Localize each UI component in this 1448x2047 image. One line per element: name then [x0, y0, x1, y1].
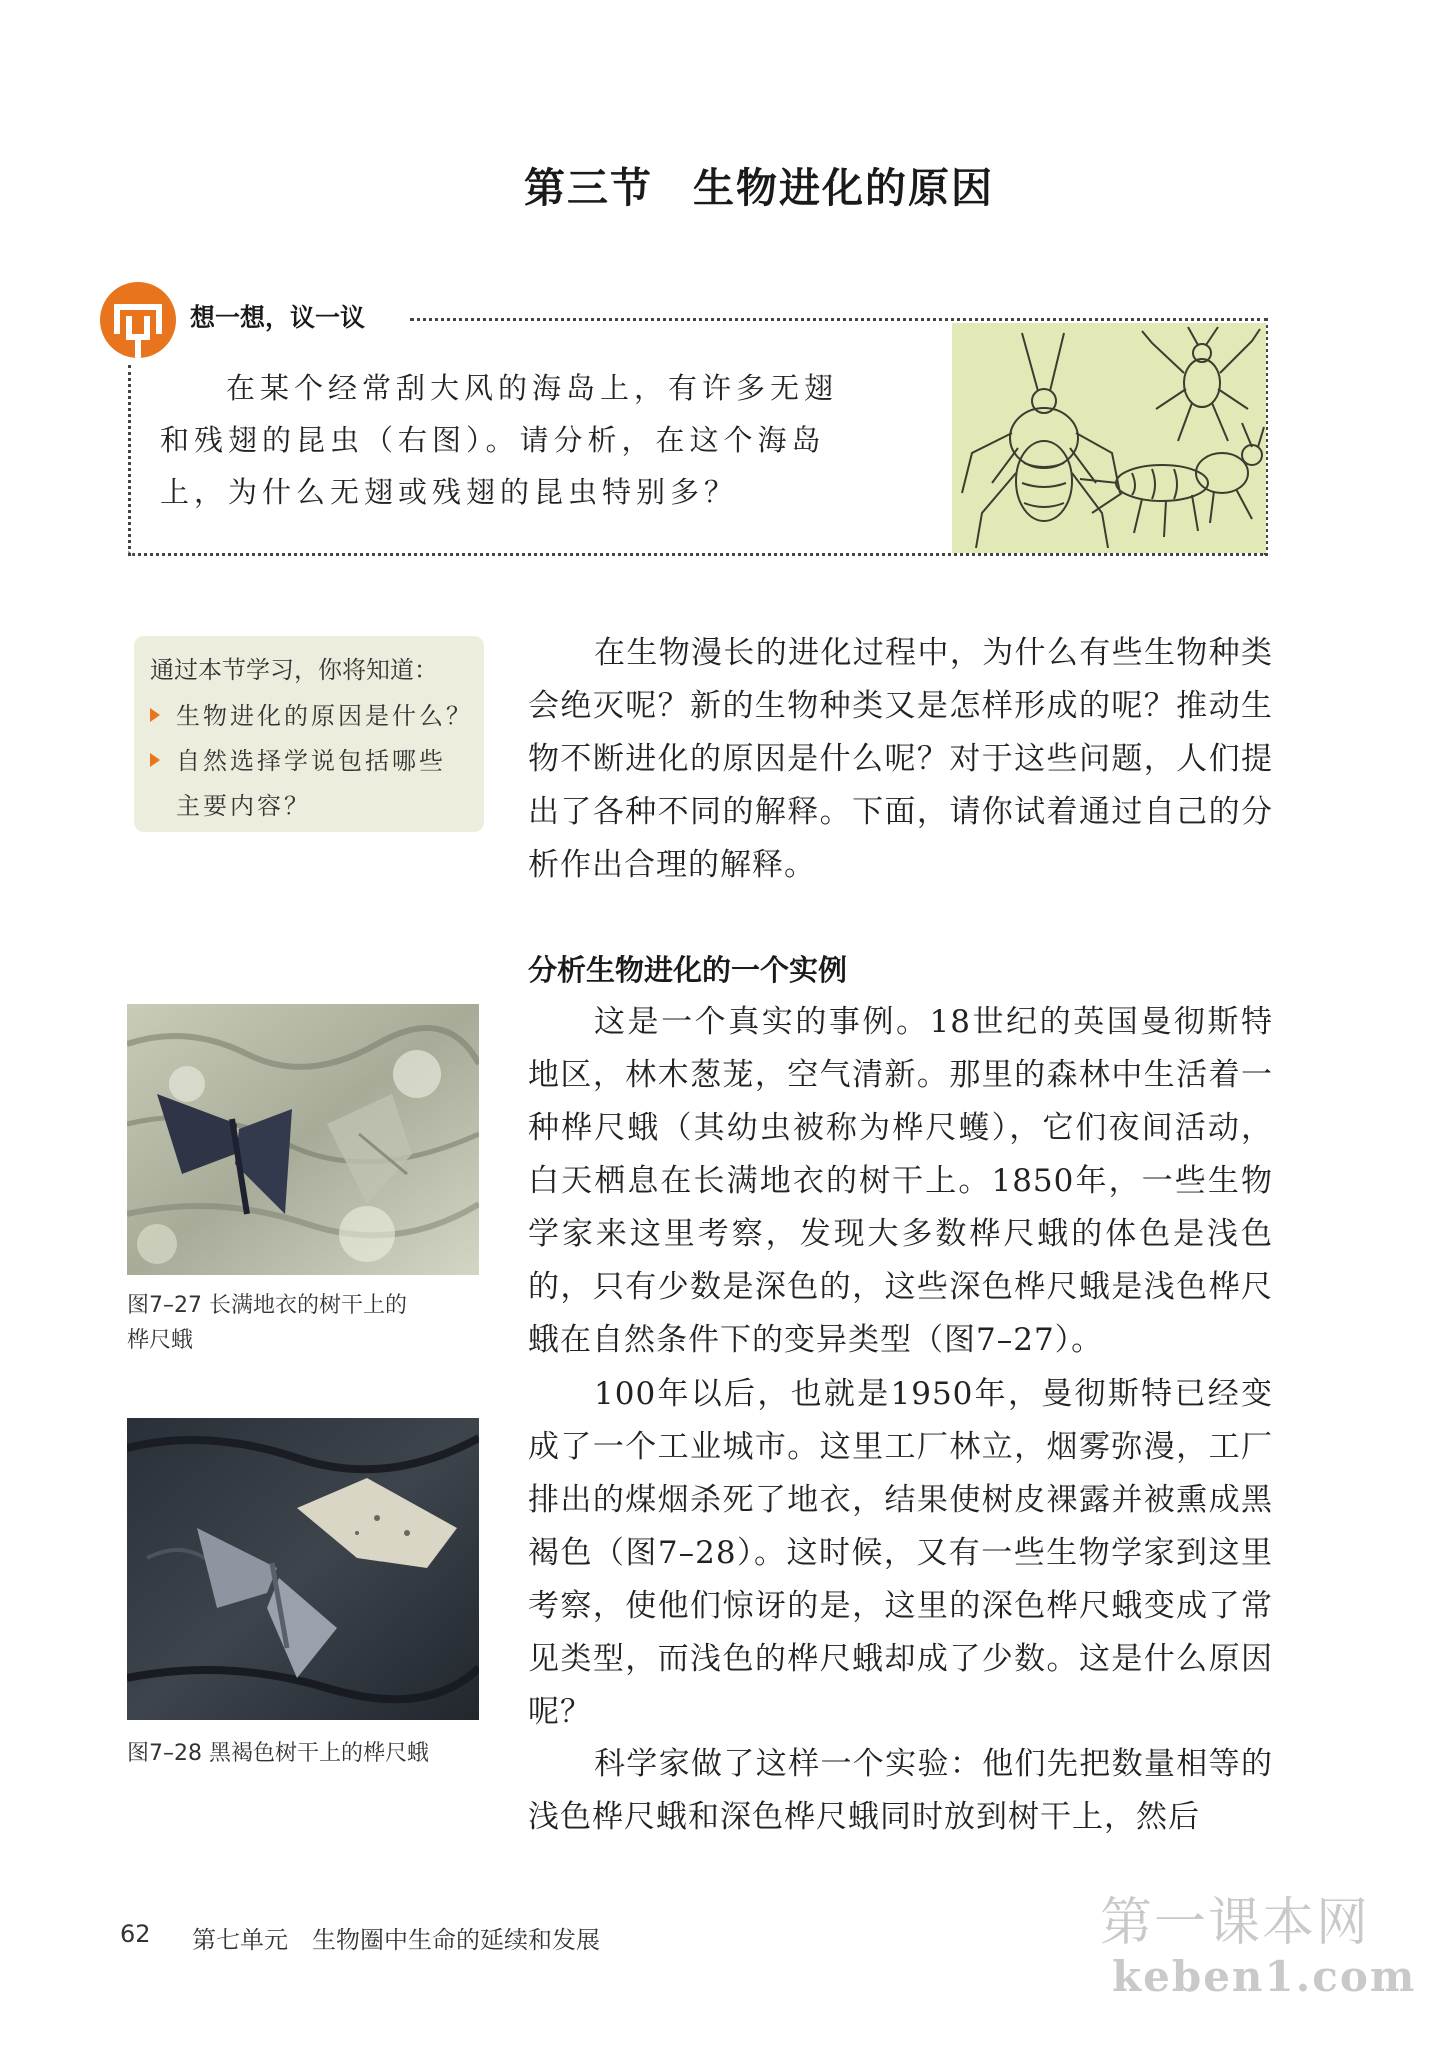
think-box-left-border: [128, 365, 131, 556]
think-box-text: [160, 362, 880, 518]
bullet-triangle-icon: [150, 753, 160, 767]
objective-item-2-cont: 主要内容？: [176, 792, 311, 820]
section-number: 第三节: [524, 164, 653, 212]
body-paragraph-3: 科学家做了这样一个实验：他们先把数量相等的浅色桦尺蛾和深色桦尺蛾同时放到树干上，然后: [528, 1746, 1273, 1835]
section-title: [0, 155, 1448, 214]
insect-illustration: [952, 323, 1266, 553]
figure-7-28-photo: [127, 1418, 479, 1720]
think-line-1: 在某个经常刮大风的海岛上，有许多无翅: [226, 371, 839, 405]
body-paragraph-2: 100年以后，也就是1950年，曼彻斯特已经变成了一个工业城市。这里工厂林立，烟雾弥漫，工厂排出的煤烟杀死了地衣，结果使树皮裸露并被熏成黑褐色（图7–28）。这时候，又有一些生物学家到这里考察，使他们惊讶的是，这里的深色桦尺蛾变成了常见类型，而浅色的桦尺蛾却成了少数。这是什么原因呢？: [528, 1376, 1273, 1730]
objective-item-2: 自然选择学说包括哪些: [150, 741, 446, 776]
bullet-triangle-icon: [150, 708, 160, 722]
intro-paragraph: 在生物漫长的进化过程中，为什么有些生物种类会绝灭呢？新的生物种类又是怎样形成的呢？推动生物不断进化的原因是什么呢？对于这些问题，人们提出了各种不同的解释。下面，请你试着通过自己的分析作出合理的解释。: [528, 635, 1273, 883]
section-name: 生物进化的原因: [693, 164, 994, 212]
think-line-2: 和残翅的昆虫（右图）。请分析，在这个海岛: [160, 423, 826, 457]
watermark-url: keben1.com: [1112, 1952, 1417, 2001]
page-number: 62: [120, 1920, 151, 1948]
objective-item-1: 生物进化的原因是什么？: [150, 696, 473, 731]
figure-7-27-caption: 图7–27 长满地衣的树干上的 桦尺蛾: [127, 1293, 407, 1353]
figure-7-27-photo: [127, 1004, 479, 1275]
figure-7-28-caption: 图7–28 黑褐色树干上的桦尺蛾: [127, 1741, 429, 1766]
objectives-title: 通过本节学习，你将知道：: [150, 656, 438, 684]
subsection-title: 分析生物进化的一个实例: [528, 953, 848, 987]
body-paragraph-1: 这是一个真实的事例。18世纪的英国曼彻斯特地区，林木葱茏，空气清新。那里的森林中生活着一种桦尺蛾（其幼虫被称为桦尺蠖），它们夜间活动，白天栖息在长满地衣的树干上。1850年，一些生物学家来这里考察，发现大多数桦尺蛾的体色是浅色的，只有少数是深色的，这些深色桦尺蛾是浅色桦尺蛾在自然条件下的变异类型（图7–27）。: [528, 1004, 1273, 1358]
footer-unit-text: 第七单元 生物圈中生命的延续和发展: [192, 1926, 600, 1954]
watermark-text: 第一课本网: [1100, 1893, 1371, 1953]
think-line-3: 上，为什么无翅或残翅的昆虫特别多？: [160, 475, 739, 509]
think-discuss-label: 想一想，议一议: [190, 303, 366, 332]
